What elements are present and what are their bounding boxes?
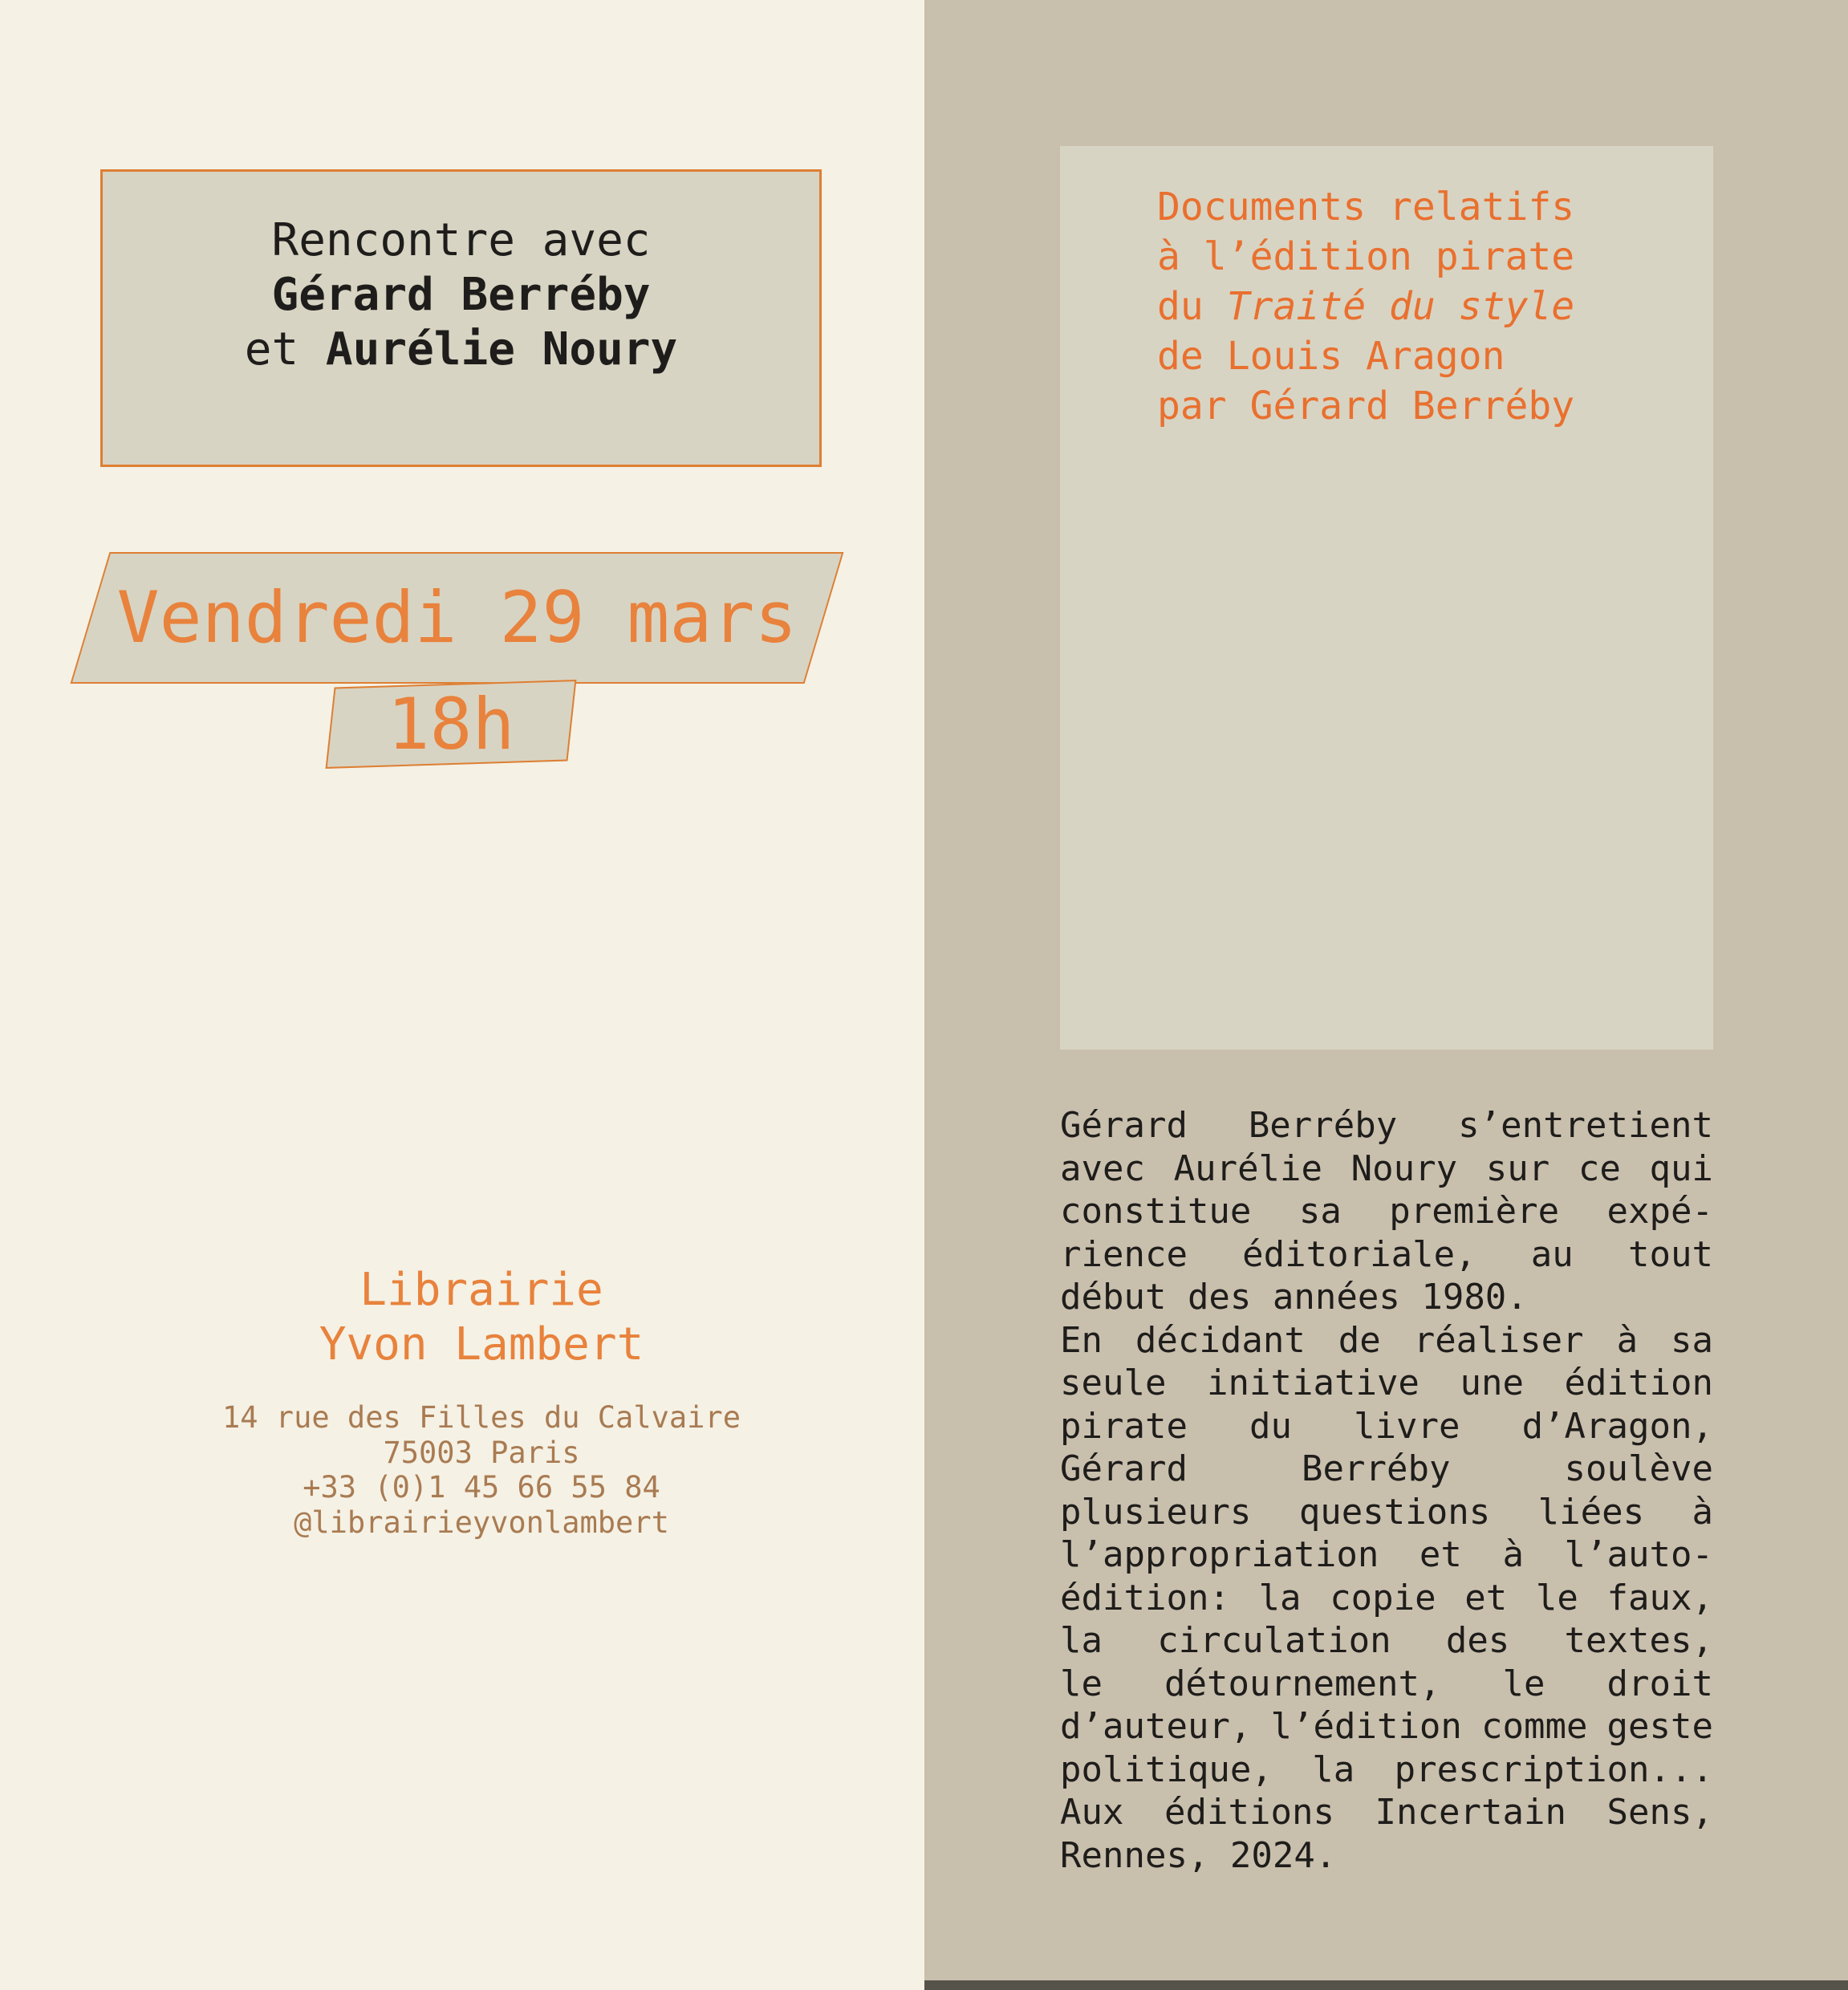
event-description bbox=[1060, 1104, 1713, 1877]
text-line: du Traité du style bbox=[1157, 284, 1575, 329]
date-banner bbox=[90, 552, 824, 684]
text-line: Gérard Berréby bbox=[271, 268, 651, 321]
text-line: et Aurélie Noury bbox=[244, 323, 678, 376]
text-line: par Gérard Berréby bbox=[1157, 384, 1575, 428]
document-title-box bbox=[1060, 146, 1713, 1050]
paragraph-line: l’appropriation et à l’auto- bbox=[1060, 1534, 1713, 1575]
address-line: 14 rue des Filles du Calvaire bbox=[221, 1400, 741, 1435]
venue-name bbox=[39, 1263, 924, 1372]
text-line: de Louis Aragon bbox=[1157, 334, 1505, 379]
venue-name-line2: Yvon Lambert bbox=[319, 1318, 644, 1371]
bottom-strip bbox=[924, 1980, 1848, 1990]
paragraph-line: seule initiative une édition bbox=[1060, 1363, 1713, 1403]
paragraph-line: Rennes, 2024. bbox=[1060, 1834, 1337, 1876]
paragraph-line: Gérard Berréby soulève bbox=[1060, 1448, 1713, 1489]
address-line: @librairieyvonlambert bbox=[294, 1505, 669, 1540]
paragraph-line: constitue sa première expé- bbox=[1060, 1191, 1713, 1232]
venue-name-line1: Librairie bbox=[359, 1264, 603, 1316]
address-line: +33 (0)1 45 66 55 84 bbox=[303, 1470, 660, 1505]
paragraph-line: avec Aurélie Noury sur ce qui bbox=[1060, 1147, 1713, 1189]
event-date: Vendredi 29 mars bbox=[116, 576, 798, 659]
paragraph-line: plusieurs questions liées à bbox=[1060, 1491, 1713, 1533]
text-line: Rencontre avec bbox=[271, 213, 651, 266]
event-title-box bbox=[100, 169, 822, 467]
paragraph-line: édition: la copie et le faux, bbox=[1060, 1577, 1713, 1618]
paragraph-line: Gérard Berréby s’entretient bbox=[1060, 1105, 1713, 1146]
paragraph-line: d’auteur, l’édition comme geste bbox=[1060, 1706, 1713, 1747]
paragraph-line: la circulation des textes, bbox=[1060, 1620, 1713, 1661]
right-page bbox=[924, 0, 1848, 1990]
paragraph-line: En décidant de réaliser à sa bbox=[1060, 1319, 1713, 1361]
address-line: 75003 Paris bbox=[383, 1435, 580, 1470]
event-time: 18h bbox=[387, 683, 515, 766]
time-banner bbox=[330, 684, 572, 765]
paragraph-line: début des années 1980. bbox=[1060, 1277, 1528, 1318]
paragraph-line: le détournement, le droit bbox=[1060, 1663, 1713, 1704]
venue-address bbox=[39, 1400, 924, 1540]
paragraph-line: Aux éditions Incertain Sens, bbox=[1060, 1792, 1713, 1833]
paragraph-line: rience éditoriale, au tout bbox=[1060, 1233, 1713, 1275]
paragraph-line: politique, la prescription... bbox=[1060, 1748, 1713, 1790]
text-line: à l’édition pirate bbox=[1157, 234, 1575, 279]
paragraph-line: pirate du livre d’Aragon, bbox=[1060, 1405, 1713, 1447]
text-line: Documents relatifs bbox=[1157, 185, 1575, 229]
